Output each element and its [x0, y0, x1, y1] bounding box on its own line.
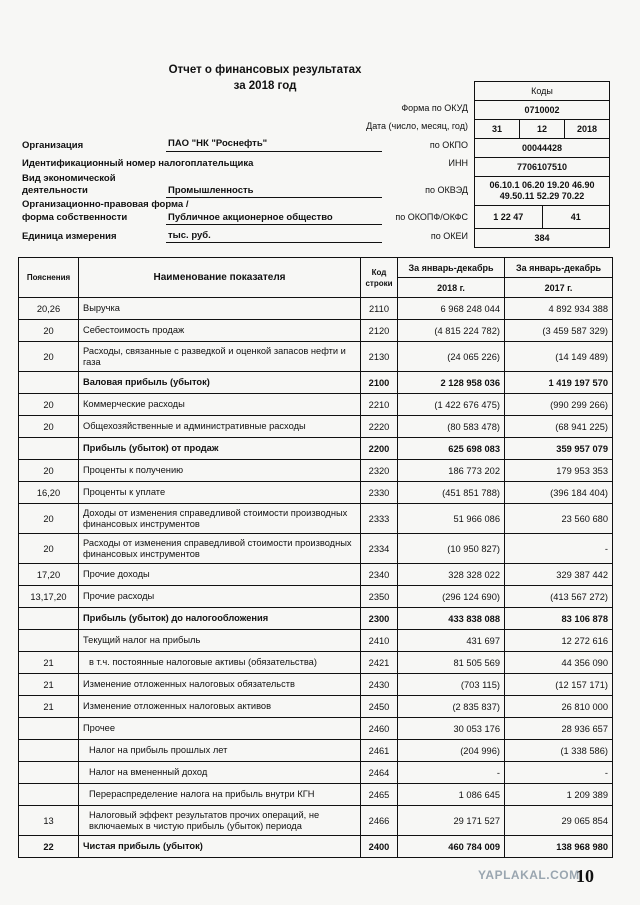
codes-box: [474, 81, 610, 248]
table-row: [19, 534, 613, 564]
note-cell: [19, 762, 79, 784]
table-row: [19, 438, 613, 460]
code-cell: 2340: [361, 564, 398, 586]
value-2018-cell: (80 583 478): [398, 416, 505, 438]
table-row: [19, 836, 613, 858]
value-2018-cell: 6 968 248 044: [398, 298, 505, 320]
indicator-cell: Налог на вмененный доход: [79, 762, 361, 784]
code-cell: 2450: [361, 696, 398, 718]
value-2018-cell: 51 966 086: [398, 504, 505, 534]
indicator-cell: Расходы от изменения справедливой стоимости производных финансовых инструментов: [79, 534, 361, 564]
value-2017-cell: 12 272 616: [505, 630, 613, 652]
note-cell: 20: [19, 342, 79, 372]
note-cell: 22: [19, 836, 79, 858]
table-row: [19, 416, 613, 438]
code-cell: 2464: [361, 762, 398, 784]
note-cell: 17,20: [19, 564, 79, 586]
table-row: [19, 320, 613, 342]
col-header-name: Наименование показателя: [79, 258, 361, 298]
indicator-cell: Налог на прибыль прошлых лет: [79, 740, 361, 762]
table-row: [19, 342, 613, 372]
indicator-cell: Прочие доходы: [79, 564, 361, 586]
code-cell: 2334: [361, 534, 398, 564]
table-row: [19, 394, 613, 416]
okpo-code: 00044428: [475, 138, 609, 157]
inn-code: 7706107510: [475, 157, 609, 176]
table-row: [19, 696, 613, 718]
note-cell: [19, 740, 79, 762]
table-row: [19, 586, 613, 608]
okved-label: по ОКВЭД: [425, 185, 468, 195]
value-2017-cell: -: [505, 762, 613, 784]
code-cell: 2410: [361, 630, 398, 652]
value-2017-cell: 26 810 000: [505, 696, 613, 718]
value-2018-cell: 29 171 527: [398, 806, 505, 836]
activity-label-2: деятельности: [22, 185, 88, 196]
unit-value: тыс. руб.: [168, 230, 211, 241]
table-row: [19, 482, 613, 504]
indicator-cell: Изменение отложенных налоговых активов: [79, 696, 361, 718]
value-2018-cell: 433 838 088: [398, 608, 505, 630]
value-2017-cell: 179 953 353: [505, 460, 613, 482]
report-title: Отчет о финансовых результатах: [168, 64, 362, 76]
indicator-cell: в т.ч. постоянные налоговые активы (обязательства): [79, 652, 361, 674]
code-cell: 2210: [361, 394, 398, 416]
indicator-cell: Изменение отложенных налоговых обязательств: [79, 674, 361, 696]
activity-underline: [166, 197, 382, 198]
note-cell: [19, 630, 79, 652]
indicator-cell: Коммерческие расходы: [79, 394, 361, 416]
indicator-cell: Выручка: [79, 298, 361, 320]
value-2017-cell: 359 957 079: [505, 438, 613, 460]
activity-label-1: Вид экономической: [22, 173, 116, 184]
indicator-cell: Расходы, связанные с разведкой и оценкой запасов нефти и газа: [79, 342, 361, 372]
indicator-cell: Себестоимость продаж: [79, 320, 361, 342]
inn-row-label: Идентификационный номер налогоплательщика: [22, 158, 254, 169]
note-cell: 21: [19, 652, 79, 674]
org-value: ПАО "НК "Роснефть": [168, 138, 268, 149]
table-row: [19, 630, 613, 652]
code-cell: 2465: [361, 784, 398, 806]
value-2018-cell: 186 773 202: [398, 460, 505, 482]
value-2017-cell: 83 106 878: [505, 608, 613, 630]
value-2017-cell: (3 459 587 329): [505, 320, 613, 342]
code-cell: 2466: [361, 806, 398, 836]
indicator-cell: Налоговый эффект результатов прочих операций, не включаемых в чистую прибыль (убыток) периода: [79, 806, 361, 836]
code-cell: 2120: [361, 320, 398, 342]
value-2018-cell: (296 124 690): [398, 586, 505, 608]
table-row: [19, 806, 613, 836]
indicator-cell: Прочее: [79, 718, 361, 740]
activity-value: Промышленность: [168, 185, 254, 196]
code-cell: 2400: [361, 836, 398, 858]
form-label-1: Организационно-правовая форма /: [22, 199, 189, 210]
col-header-code-2: строки: [365, 278, 393, 288]
code-cell: 2200: [361, 438, 398, 460]
value-2017-cell: (990 299 266): [505, 394, 613, 416]
unit-underline: [166, 242, 382, 243]
code-cell: 2333: [361, 504, 398, 534]
code-cell: 2461: [361, 740, 398, 762]
watermark: YAPLAKAL.COM: [478, 868, 580, 882]
code-cell: 2110: [361, 298, 398, 320]
table-row: [19, 762, 613, 784]
value-2017-cell: (413 567 272): [505, 586, 613, 608]
code-cell: 2100: [361, 372, 398, 394]
table-row: [19, 652, 613, 674]
code-cell: 2460: [361, 718, 398, 740]
value-2018-cell: (4 815 224 782): [398, 320, 505, 342]
form-underline: [166, 224, 382, 225]
value-2017-cell: 44 356 090: [505, 652, 613, 674]
value-2018-cell: (24 065 226): [398, 342, 505, 372]
okfs-code: 41: [542, 206, 610, 228]
value-2017-cell: (396 184 404): [505, 482, 613, 504]
value-2017-cell: 138 968 980: [505, 836, 613, 858]
code-cell: 2430: [361, 674, 398, 696]
indicator-cell: Доходы от изменения справедливой стоимости производных финансовых инструментов: [79, 504, 361, 534]
note-cell: [19, 718, 79, 740]
indicator-cell: Прибыль (убыток) до налогообложения: [79, 608, 361, 630]
note-cell: [19, 438, 79, 460]
value-2017-cell: 1 419 197 570: [505, 372, 613, 394]
table-row: [19, 298, 613, 320]
note-cell: 20: [19, 320, 79, 342]
value-2018-cell: 431 697: [398, 630, 505, 652]
okved-line-1: 06.10.1 06.20 19.20 46.90: [489, 180, 595, 190]
indicator-cell: Текущий налог на прибыль: [79, 630, 361, 652]
page-number: 10: [576, 866, 594, 886]
value-2017-cell: (12 157 171): [505, 674, 613, 696]
code-cell: 2320: [361, 460, 398, 482]
value-2018-cell: (204 996): [398, 740, 505, 762]
value-2018-cell: (451 851 788): [398, 482, 505, 504]
note-cell: 20: [19, 534, 79, 564]
indicator-cell: Общехозяйственные и административные расходы: [79, 416, 361, 438]
okopf-code: 1 22 47: [493, 212, 524, 222]
code-cell: 2130: [361, 342, 398, 372]
okud-label: Форма по ОКУД: [401, 103, 468, 113]
value-2018-cell: 625 698 083: [398, 438, 505, 460]
okei-label: по ОКЕИ: [430, 231, 468, 241]
value-2017-cell: 4 892 934 388: [505, 298, 613, 320]
value-2018-cell: -: [398, 762, 505, 784]
table-row: [19, 784, 613, 806]
indicator-cell: Перераспределение налога на прибыль внутри КГН: [79, 784, 361, 806]
value-2018-cell: 81 505 569: [398, 652, 505, 674]
value-2017-cell: 329 387 442: [505, 564, 613, 586]
value-2018-cell: 30 053 176: [398, 718, 505, 740]
value-2018-cell: 328 328 022: [398, 564, 505, 586]
form-value: Публичное акционерное общество: [168, 212, 333, 223]
inn-label: ИНН: [448, 158, 468, 168]
value-2018-cell: (10 950 827): [398, 534, 505, 564]
value-2017-cell: 29 065 854: [505, 806, 613, 836]
value-2017-cell: -: [505, 534, 613, 564]
col-header-2018: 2018 г.: [398, 278, 505, 298]
note-cell: 16,20: [19, 482, 79, 504]
note-cell: 13: [19, 806, 79, 836]
report-period: за 2018 год: [233, 80, 297, 92]
date-year: 2018: [564, 120, 609, 138]
okved-code: [475, 176, 609, 205]
code-cell: 2220: [361, 416, 398, 438]
value-2018-cell: 2 128 958 036: [398, 372, 505, 394]
table-row: [19, 564, 613, 586]
date-month: 12: [519, 120, 564, 138]
unit-label: Единица измерения: [22, 231, 117, 242]
indicator-cell: Прибыль (убыток) от продаж: [79, 438, 361, 460]
table-row: [19, 608, 613, 630]
indicator-cell: Проценты к уплате: [79, 482, 361, 504]
table-row: [19, 740, 613, 762]
value-2018-cell: (703 115): [398, 674, 505, 696]
okpo-label: по ОКПО: [429, 140, 468, 150]
col-header-code: [361, 258, 398, 298]
note-cell: 21: [19, 696, 79, 718]
note-cell: [19, 608, 79, 630]
note-cell: 20,26: [19, 298, 79, 320]
col-header-2017: 2017 г.: [505, 278, 613, 298]
date-label: Дата (число, месяц, год): [366, 121, 468, 131]
note-cell: 20: [19, 460, 79, 482]
value-2017-cell: 1 209 389: [505, 784, 613, 806]
value-2018-cell: 1 086 645: [398, 784, 505, 806]
form-label-2: форма собственности: [22, 212, 128, 223]
code-cell: 2300: [361, 608, 398, 630]
value-2017-cell: (14 149 489): [505, 342, 613, 372]
date-day: 31: [491, 124, 502, 134]
table-row: [19, 718, 613, 740]
indicator-cell: Чистая прибыль (убыток): [79, 836, 361, 858]
value-2017-cell: (1 338 586): [505, 740, 613, 762]
code-cell: 2330: [361, 482, 398, 504]
table-row: [19, 504, 613, 534]
okei-code: 384: [475, 228, 609, 247]
code-cell: 2350: [361, 586, 398, 608]
financial-results-table: [18, 257, 613, 858]
note-cell: 13,17,20: [19, 586, 79, 608]
note-cell: 21: [19, 674, 79, 696]
code-cell: 2421: [361, 652, 398, 674]
value-2017-cell: 28 936 657: [505, 718, 613, 740]
note-cell: 20: [19, 394, 79, 416]
table-row: [19, 372, 613, 394]
org-label: Организация: [22, 140, 84, 151]
okopf-label: по ОКОПФ/ОКФС: [395, 212, 468, 222]
indicator-cell: Прочие расходы: [79, 586, 361, 608]
okopf-codes: [475, 205, 609, 228]
note-cell: [19, 784, 79, 806]
note-cell: [19, 372, 79, 394]
okud-code: 0710002: [475, 100, 609, 119]
okved-line-2: 49.50.11 52.29 70.22: [499, 191, 585, 201]
col-header-code-1: Код: [371, 267, 387, 277]
table-row: [19, 674, 613, 696]
table-body: [19, 298, 613, 858]
note-cell: 20: [19, 504, 79, 534]
col-header-period-2017: За январь-декабрь: [505, 258, 613, 278]
indicator-cell: Валовая прибыль (убыток): [79, 372, 361, 394]
date-codes: [475, 119, 609, 138]
col-header-note: Пояснения: [19, 258, 79, 298]
value-2017-cell: 23 560 680: [505, 504, 613, 534]
value-2018-cell: 460 784 009: [398, 836, 505, 858]
table-row: [19, 460, 613, 482]
col-header-period-2018: За январь-декабрь: [398, 258, 505, 278]
value-2018-cell: (2 835 837): [398, 696, 505, 718]
org-underline: [166, 151, 382, 152]
note-cell: 20: [19, 416, 79, 438]
codes-header: Коды: [531, 86, 553, 96]
value-2017-cell: (68 941 225): [505, 416, 613, 438]
indicator-cell: Проценты к получению: [79, 460, 361, 482]
value-2018-cell: (1 422 676 475): [398, 394, 505, 416]
